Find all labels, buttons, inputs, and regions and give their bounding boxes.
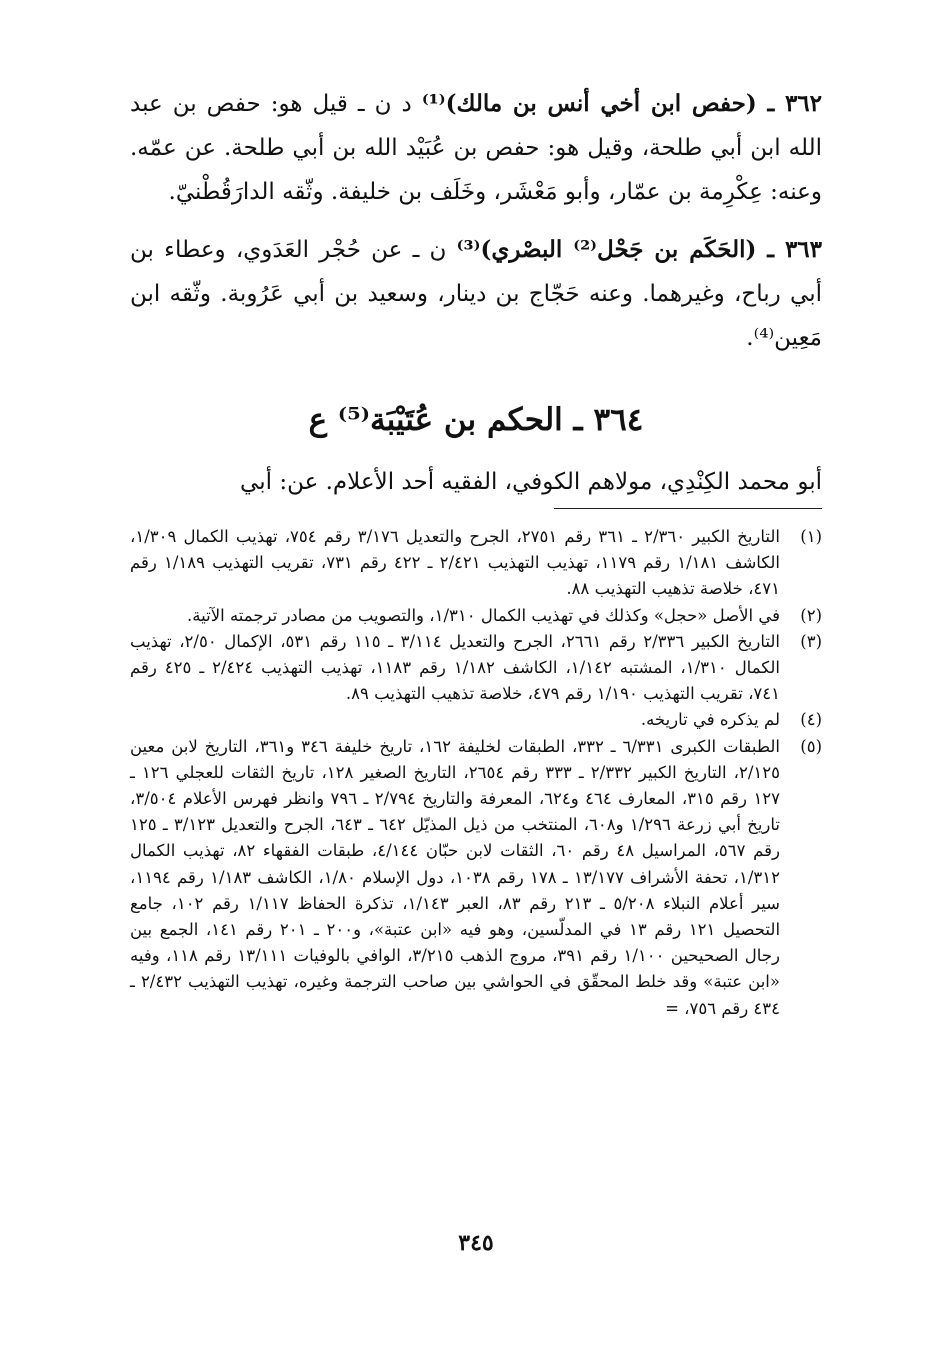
entry-362-heading: ٣٦٢ ـ (حفص ابن أخي أنس بن مالك)⁽¹⁾ — [421, 90, 823, 117]
footnote-number: (٢) — [800, 605, 822, 625]
footnote-text: التاريخ الكبير ٢/٣٣٦ رقم ٢٦٦١، الجرح والتعديل ٣/١١٤ ـ ١١٥ رقم ٥٣١، الإكمال ٢/٥٠، تهذيب الكمال ١/٣١٠، المشتبه ١/١٤٢، الكاشف ١/١٨٢ رقم ١١٨٣، تهذيب التهذيب ٢/٤٢٤ ـ ٤٢٥ رقم ٧٤١، تقريب التهذيب ١/١٩٠ رقم ٤٧٩، خلاصة تذهيب التهذيب ٨٩. — [130, 631, 780, 704]
footnote — [130, 707, 822, 733]
entry-362-body: د ن ـ قيل هو: حفص بن عبد الله ابن أبي طلحة، وقيل هو: حفص بن عُبَيْد الله بن أبي طلحة. عن عمّه. وعنه: عِكْرِمة بن عمّار، وأبو مَعْشَر، وخَلَف بن خليفة. وثّقه الدارَقُطْنيّ. — [130, 91, 822, 205]
footnote-number: (٣) — [800, 631, 822, 651]
footnotes-area — [130, 82, 822, 1371]
entry-363-heading: ٣٦٣ ـ (الحَكَم بن جَحْل⁽²⁾ البصْري)⁽³⁾ — [456, 236, 823, 263]
entry-363-body: ن ـ عن حُجْر العَدَوي، وعطاء بن أبي رباح، وغيرهما. وعنه حَجّاج بن دينار، وسعيد بن أبي عَرُوبة. وثّقه ابن مَعِين⁽⁴⁾. — [130, 237, 822, 351]
entry-364-body: أبو محمد الكِنْدِي، مولاهم الكوفي، الفقيه أحد الأعلام. عن: أبي — [240, 469, 822, 495]
footnote — [130, 734, 822, 1022]
footnote-number: (٥) — [800, 736, 822, 756]
footnote-divider — [554, 508, 822, 509]
section-title-364: ٣٦٤ ـ الحكم بن عُتَيْبَة⁽⁵⁾ ع — [308, 402, 644, 438]
footnote — [130, 629, 822, 708]
footnotes — [130, 524, 822, 1022]
footnote-text: في الأصل «حجل» وكذلك في تهذيب الكمال ١/٣١٠، والتصويب من مصادر ترجمته الآتية. — [187, 605, 780, 625]
page-number: ٣٤٥ — [458, 1230, 494, 1256]
footnote-number: (٤) — [800, 710, 822, 730]
footnote-number: (١) — [800, 527, 822, 546]
footnote-text: الطبقات الكبرى ٦/٣٣١ ـ ٣٣٢، الطبقات لخليفة ١٦٢، تاريخ خليفة ٣٤٦ و٣٦١، التاريخ لابن معين ٢/١٢٥، التاريخ الكبير ٢/٣٣٢ ـ ٣٣٣ رقم ٢٦٥٤، التاريخ الصغير ١٢٨، تاريخ الثقات للعجلي ١٢٦ ـ ١٢٧ رقم ٣١٥، المعارف ٤٦٤ و٦٢٤، المعرفة والتاريخ ٢/٧٩٤ ـ ٧٩٦ وانظر فهرس الأعلام ٣/٥٠٤، تاريخ أبي زرعة ١/٢٩٦ و٦٠٨، المنتخب من ذيل المذيّل ٦٤٢ ـ ٦٤٣، الجرح والتعديل ٣/١٢٣ ـ ١٢٥ رقم ٥٦٧، المراسيل ٤٨ رقم ٦٠، الثقات لابن حبّان ٤/١٤٤، طبقات الفقهاء ٨٢، تهذيب الكمال ١/٣١٢، تحفة الأشراف ١٣/١٧٧ ـ ١٧٨ رقم ١٠٣٨، دول الإسلام ١/٨٠، الكاشف ١/١٨٣ رقم ١١٩٤، سير أعلام النبلاء ٥/٢٠٨ ـ ٢١٣ رقم ٨٣، العبر ١/١٤٣، تذكرة الحفاظ ١/١١٧ رقم ١٠٢، جامع التحصيل ١٢١ رقم ١٣ في المدلّسين، وهو فيه «ابن عتبة»، و٢٠٠ ـ ٢٠١ رقم ١٤١، الجمع بين رجال الصحيحين ١/١٠٠ رقم ٣٩١، مروج الذهب ٣/٢١٥، الوافي بالوفيات ١٣/١١١ رقم ١١٨، وفيه «ابن عتبة» وقد خلط المحقّق في الحواشي بين صاحب الترجمة وغيره، تهذيب التهذيب ٢/٤٣٢ ـ ٤٣٤ رقم ٧٥٦، = — [130, 736, 781, 1018]
footnote — [130, 524, 822, 603]
footnote — [130, 603, 822, 629]
footnote-text: التاريخ الكبير ٢/٣٦٠ ـ ٣٦١ رقم ٢٧٥١، الجرح والتعديل ٣/١٧٦ رقم ٧٥٤، تهذيب الكمال ١/٣٠٩، الكاشف ١/١٨١ رقم ١١٧٩، تهذيب التهذيب ٢/٤٢١ ـ ٤٢٢ رقم ٧٣١، تقريب التهذيب ١/١٨٩ رقم ٤٧١، خلاصة تذهيب التهذيب ٨٨. — [130, 527, 781, 599]
footnote-text: لم يذكره في تاريخه. — [640, 710, 780, 730]
